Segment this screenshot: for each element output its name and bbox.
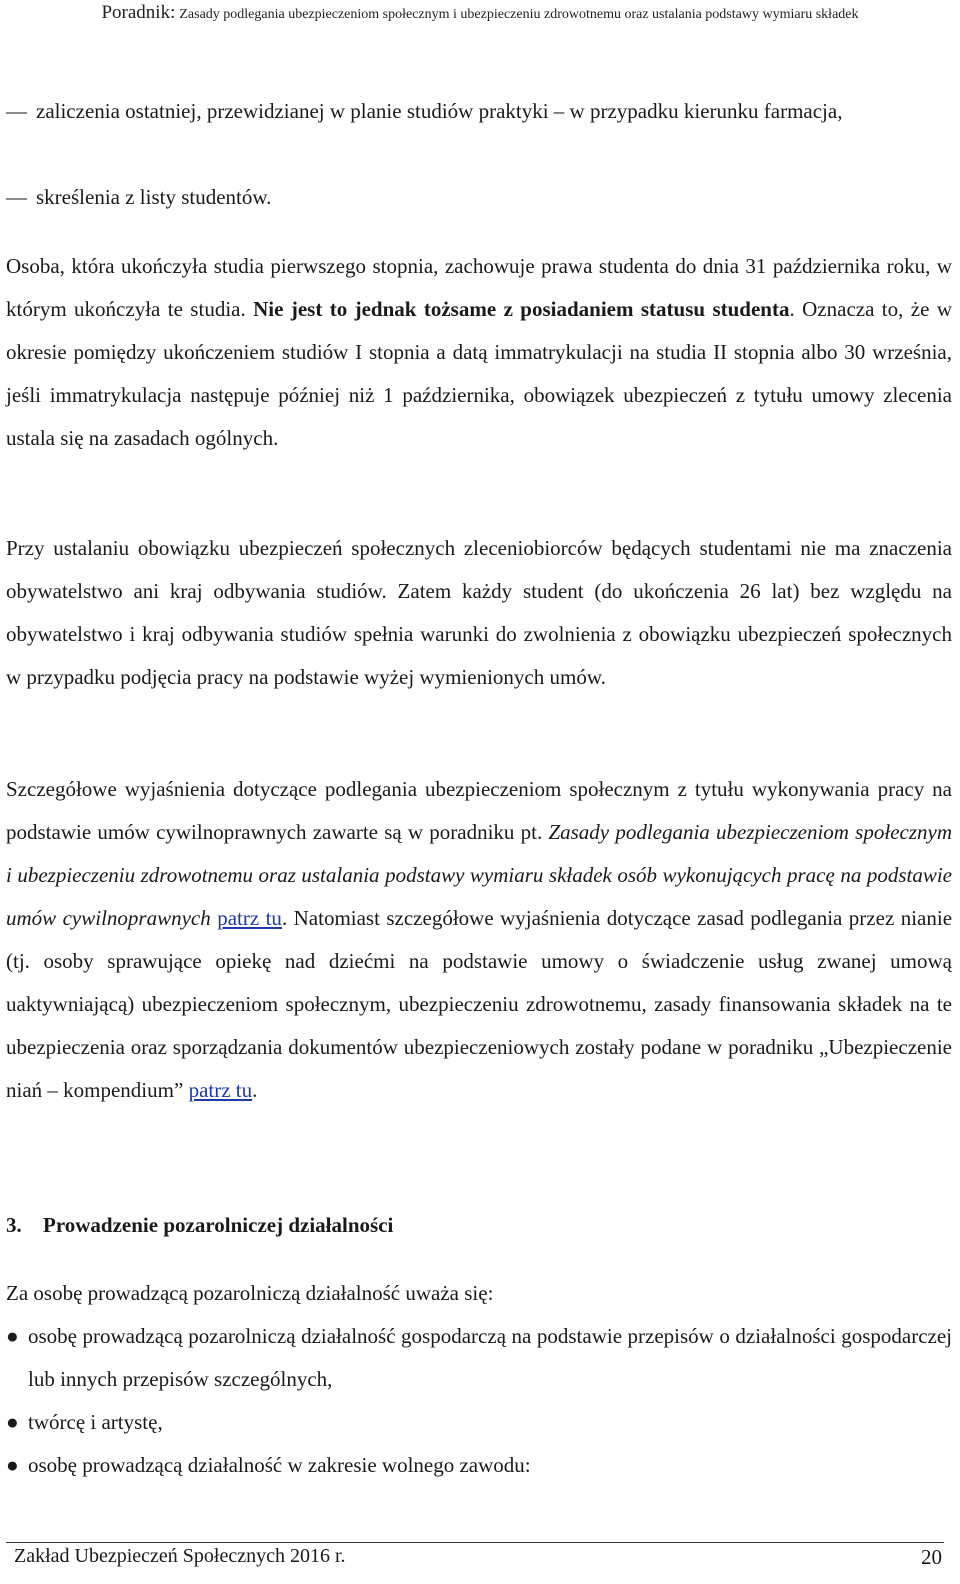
- dash-item-text: skreślenia z listy studentów.: [36, 185, 272, 209]
- bullet-text: twórcę i artystę,: [28, 1410, 163, 1434]
- paragraph-text: . Oznacza to, że w okresie pomiędzy ukończeniem studiów I stopnia a datą immatrykulacji na studia II stopnia albo 30 września, jeśli immatrykulacja następuje później niż 1 października, obowiązek ubezpieczeń z tytułu umowy zlecenia ustala się na zasadach ogólnych.: [6, 297, 952, 450]
- bullet-text: osobę prowadzącą działalność w zakresie wolnego zawodu:: [28, 1453, 531, 1477]
- paragraph-text: Za osobę prowadzącą pozarolniczą działalność uważa się:: [6, 1281, 494, 1305]
- paragraph-text: .: [252, 1078, 258, 1102]
- paragraph-text: . Natomiast szczegółowe wyjaśnienia dotyczące zasad podlegania przez nianie (tj. osoby sprawujące opiekę nad dziećmi na podstawie umowy o świadczenie usług zwanej umową uaktywniającą) ubezpieczeniom społecznym, ubezpieczeniu zdrowotnemu, zasady finansowania składek na te ubezpieczenia oraz sporządzania dokumentów ubezpieczeniowych zostały podane w poradniku „Ubezpieczenie niań – kompendium”: [6, 906, 953, 1102]
- bullet-marker: ●: [6, 1324, 19, 1348]
- page-number: 20: [921, 1545, 942, 1569]
- dash-marker: —: [6, 99, 27, 123]
- bullet-text: osobę prowadzącą pozarolniczą działalność gospodarczą na podstawie przepisów o działalności gospodarczej lub innych przepisów szczególnych,: [28, 1324, 952, 1391]
- footer-text: Zakład Ubezpieczeń Społecznych 2016 r.: [14, 1545, 346, 1567]
- paragraph-text: Szczegółowe wyjaśnienia dotyczące podlegania ubezpieczeniom społecznym z tytułu wykonywania pracy na podstawie umów cywilnoprawnych zawarte są w poradniku pt.: [6, 777, 952, 844]
- section-title: Prowadzenie pozarolniczej działalności: [43, 1213, 394, 1237]
- bullet-marker: ●: [6, 1453, 19, 1477]
- bullet-marker: ●: [6, 1410, 19, 1434]
- bullet-item: [6, 1444, 952, 1487]
- paragraph-citizenship: [6, 527, 952, 699]
- dash-list-item: [6, 90, 952, 133]
- dash-list-item: [6, 176, 952, 219]
- dash-marker: —: [6, 185, 27, 209]
- dash-item-text: zaliczenia ostatniej, przewidzianej w planie studiów praktyki – w przypadku kierunku farmacja,: [36, 99, 843, 123]
- section-number: 3.: [6, 1213, 22, 1237]
- running-header: [0, 2, 960, 24]
- bullet-item: [6, 1401, 952, 1444]
- paragraph-text: Osoba, która ukończyła studia pierwszego stopnia, zachowuje prawa studenta do dnia 31 października roku, w którym ukończyła te studia.: [6, 254, 952, 321]
- header-prefix: Poradnik:: [101, 2, 176, 23]
- bold-emphasis: Nie jest to jednak tożsame z posiadaniem statusu studenta: [253, 297, 790, 321]
- intro-text: [6, 1272, 952, 1315]
- paragraph-graduate-status: [6, 245, 952, 460]
- section-heading: [6, 1210, 393, 1240]
- see-here-link[interactable]: patrz tu: [217, 906, 282, 930]
- paragraph-text: Przy ustalaniu obowiązku ubezpieczeń społecznych zleceniobiorców będących studentami nie ma znaczenia obywatelstwo ani kraj odbywania studiów. Zatem każdy student (do ukończenia 26 lat) bez względu na obywatelstwo i kraj odbywania studiów spełnia warunki do zwolnienia z obowiązku ubezpieczeń społecznych w przypadku podjęcia pracy na podstawie wyżej wymienionych umów.: [6, 536, 952, 689]
- bullet-item: [6, 1315, 952, 1401]
- paragraph-detailed-explanations: [6, 768, 952, 1112]
- header-title: Zasady podlegania ubezpieczeniom społecznym i ubezpieczeniu zdrowotnemu oraz ustalania podstawy wymiaru składek: [179, 7, 859, 22]
- see-here-link-nannies[interactable]: patrz tu: [188, 1078, 253, 1102]
- guide-title-italic: Zasady podlegania ubezpieczeniom społecznym i ubezpieczeniu zdrowotnemu oraz ustalania podstawy wymiaru składek osób wykonujących pracę na podstawie umów cywilnoprawnych: [6, 820, 952, 930]
